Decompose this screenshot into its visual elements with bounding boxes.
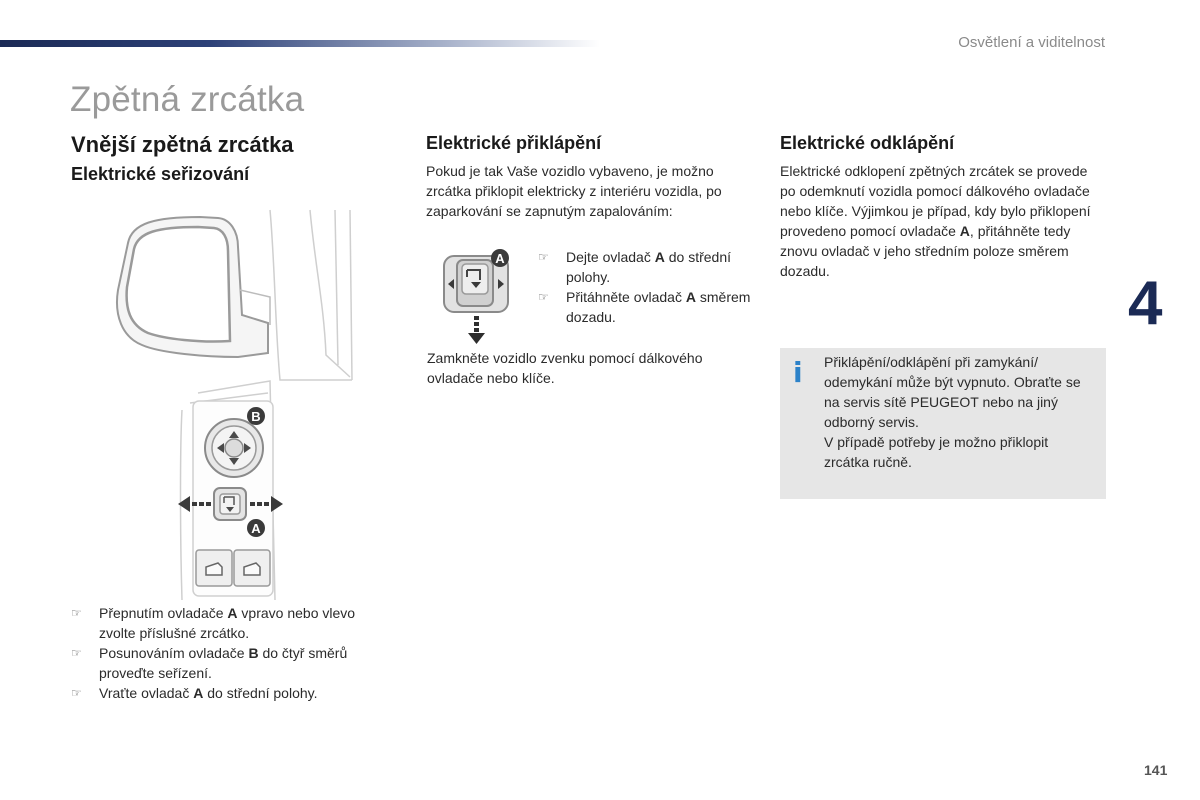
page-title: Zpětná zrcátka bbox=[70, 80, 305, 119]
right-heading: Elektrické odklápění bbox=[780, 133, 955, 153]
middle-intro: Pokud je tak Vaše vozidlo vybaveno, je možno zrcátka přiklopit elektricky z interiéru vozidla, po zaparkování se zapnutým zapalováním: bbox=[426, 163, 722, 219]
fold-switch-diagram bbox=[440, 248, 515, 345]
left-bullets bbox=[71, 603, 391, 703]
label-a: A bbox=[495, 251, 505, 266]
list-item: ☞ Přitáhněte ovladač A směrem dozadu. bbox=[538, 289, 751, 325]
list-item: ☞ Vraťte ovladač A do střední polohy. bbox=[71, 685, 318, 701]
selector-a-icon bbox=[214, 488, 246, 520]
list-item: ☞ Přepnutím ovladače A vpravo nebo vlevo zvolte příslušné zrcátko. bbox=[71, 605, 356, 641]
page-number: 141 bbox=[1144, 762, 1168, 778]
label-a: A bbox=[251, 521, 261, 536]
left-subheading: Elektrické seřizování bbox=[71, 164, 250, 184]
list-item: ☞ Dejte ovladač A do střední polohy. bbox=[538, 249, 731, 285]
middle-heading: Elektrické přiklápění bbox=[426, 133, 602, 153]
mirror-housing-icon bbox=[117, 217, 270, 357]
section-header: Osvětlení a viditelnost bbox=[958, 34, 1105, 51]
chapter-number: 4 bbox=[1128, 269, 1163, 338]
list-item: ☞ Posunováním ovladače B do čtyř směrů proveďte seřízení. bbox=[71, 645, 348, 681]
mirror-adjust-diagram bbox=[110, 205, 360, 600]
info-icon: i bbox=[793, 356, 803, 389]
middle-bullets bbox=[538, 247, 763, 327]
down-arrow-icon bbox=[468, 316, 485, 344]
header-gradient-bar bbox=[0, 40, 600, 47]
right-text: Elektrické odklopení zpětných zrcátek se provede po odemknutí vozidla pomocí dálkového ovladače nebo klíče. Výjimkou je případ, kdy bylo přiklopení provedeno pomocí ovladače A, přitáhněte tedy znovu ovladač v jeho středním poloze směrem dozadu. bbox=[780, 163, 1091, 279]
label-b: B bbox=[251, 409, 261, 424]
door-frame-lines bbox=[270, 210, 352, 380]
joystick-b-icon bbox=[205, 419, 263, 477]
info-box bbox=[780, 348, 1106, 499]
info-text: Přiklápění/odklápění při zamykání/ odemykání může být vypnuto. Obraťte se na servis sítě PEUGEOT nebo na jiný odborný servis. V případě potřeby je možno přiklopit zrcátka ručně. bbox=[824, 354, 1081, 470]
middle-outro: Zamkněte vozidlo zvenku pomocí dálkového ovladače nebo klíče. bbox=[427, 350, 703, 386]
left-heading: Vnější zpětná zrcátka bbox=[71, 132, 294, 157]
